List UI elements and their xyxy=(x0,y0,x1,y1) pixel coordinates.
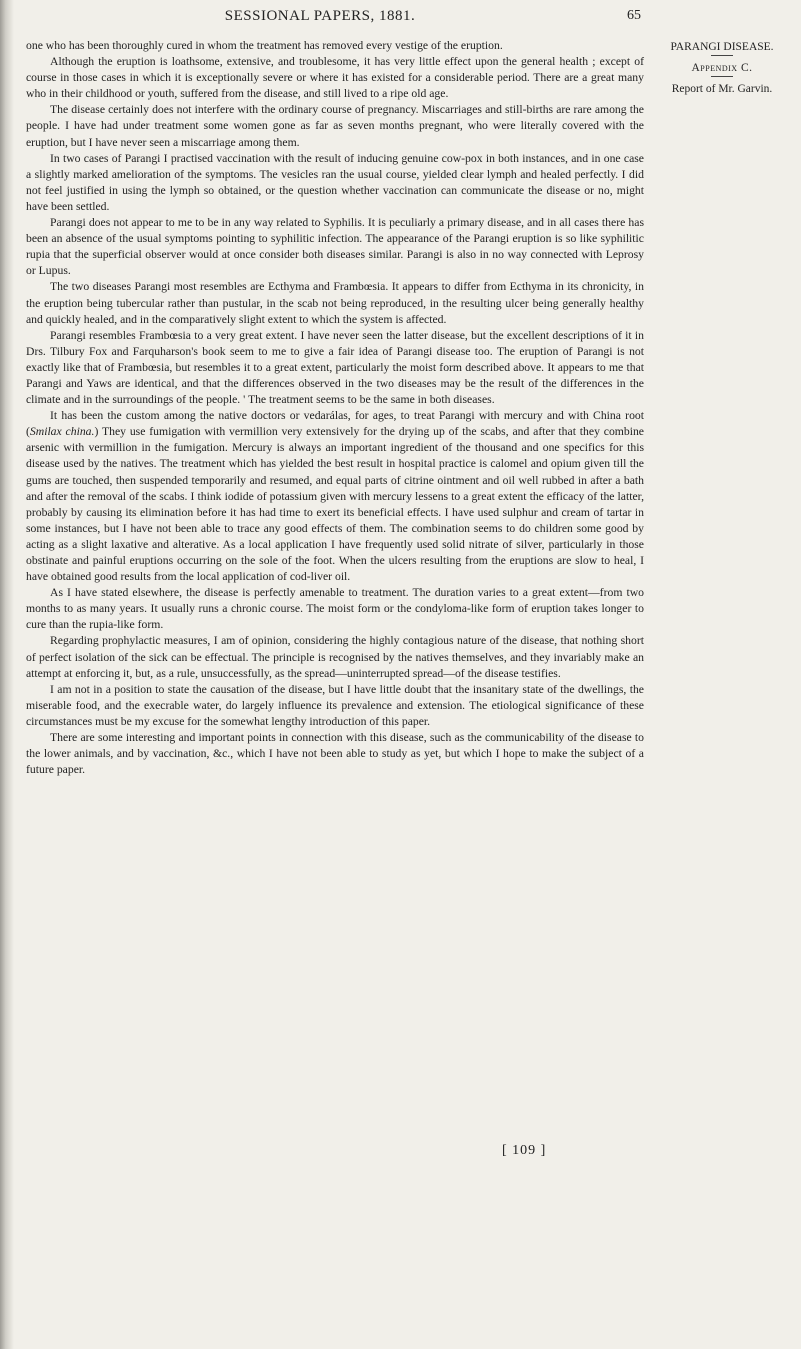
running-head: SESSIONAL PAPERS, 1881. xyxy=(224,8,416,24)
paragraph-italic: Smilax china. xyxy=(29,425,95,439)
paragraph: The disease certainly does not interfere with the ordinary course of pregnancy. Miscarriages and still-births are rare among the people. I have had under treatment some women gone as far as seven months pregnant, who were literally covered with the eruption, but I have never seen a miscarriage among them. xyxy=(26,103,644,149)
paragraph: There are some interesting and important points in connection with this disease, such as the communicability of the disease to the lower animals, and by vaccination, &c., which I have not been able to study as yet, but which I hope to make the subject of a future paper. xyxy=(26,731,644,777)
margin-appendix: Appendix C. xyxy=(691,62,753,74)
binding-shadow xyxy=(0,0,14,1349)
paragraph: I am not in a position to state the causation of the disease, but I have little doubt that the insanitary state of the dwellings, the miserable food, and the execrable water, do largely influence its prevalence and extension. The etiological significance of these circumstances must be my excuse for the somewhat lengthy introduction of this paper. xyxy=(26,682,644,728)
paragraph: Regarding prophylactic measures, I am of opinion, considering the highly contagious nature of the disease, that nothing short of perfect isolation of the sick can be effectual. The principle is recognised by the natives themselves, and they invariably make an attempt at enforcing it, but, as a rule, unsuccessfully, as the spread—uninterrupted spread—of the disease testifies. xyxy=(26,634,644,680)
paragraph: Although the eruption is loathsome, extensive, and troublesome, it has very little effect upon the general health ; except of course in those cases in which it is exceptionally severe or where it has existed for a considerable period. There are a great many who in their childhood or youth, suffered from the disease, and still lived to a ripe old age. xyxy=(26,55,644,101)
margin-notes xyxy=(648,40,796,96)
paragraph-text: ) They use fumigation with vermillion very extensively for the drying up of the scabs, and after that they combine arsenic with vermillion in the fumigation. Mercury is always an important ingredient of the thousand and one specifics for this disease used by the natives. The treatment which has yielded the best result in hospital practice is calomel and opium given till the gums are touched, then suspended temporarily and resumed, and equal parts of citrine ointment and oil well rubbed in after a bath and after the removal of the scabs. I think iodide of potassium given with mercury lessens to a great extent the efficacy of the latter, probably by causing its elimination before it has had time to exert its beneficial effects. I have used sulphur and cream of tartar in some instances, but I have not been able to trace any good effects of them. The combination seems to do children some good by acting as a slight laxative and alterative. As a local application I have frequently used solid nitrate of silver, particularly in those obstinate and painful eruptions occurring on the sole of the foot. When the ulcers resulting from the eruptions are slow to heal, I have obtained good results from the local application of cod-liver oil. xyxy=(26,425,644,584)
paragraph: one who has been thoroughly cured in whom the treatment has removed every vestige of the eruption. xyxy=(26,39,503,52)
paragraph-text: It has been the custom among the native doctors or vedarálas, for ages, to treat Parangi with mercury and with China root ( xyxy=(26,409,644,439)
page-number: 65 xyxy=(627,8,641,23)
margin-rule xyxy=(711,76,733,77)
margin-report: Report of Mr. Garvin. xyxy=(671,83,773,95)
paragraph: In two cases of Parangi I practised vaccination with the result of inducing genuine cow-pox in both instances, and in one case a slightly marked amelioration of the symptoms. The vesicles ran the usual course, yielded clear lymph and healed perfectly. I did not feel justified in using the lymph so obtained, or the question whether vaccination can communicate the disease or no, might have been settled. xyxy=(26,151,644,213)
margin-topic: PARANGI DISEASE. xyxy=(670,41,774,53)
margin-rule xyxy=(711,55,733,56)
body-text xyxy=(26,38,644,778)
paragraph: As I have stated elsewhere, the disease is perfectly amenable to treatment. The duration varies to a great extent—from two months to as many years. It usually runs a chronic course. The moist form or the condyloma-like form of eruption takes longer to cure than the rupia-like form. xyxy=(26,586,644,632)
paragraph: Parangi does not appear to me to be in any way related to Syphilis. It is peculiarly a primary disease, and in all cases there has been an absence of the usual symptoms pointing to syphilitic infection. The appearance of the Parangi eruption is so like syphilitic rupia that the superficial observer would at once consider both diseases similar. Parangi is also in no way connected with Leprosy or Lupus. xyxy=(26,216,644,278)
paragraph: Parangi resembles Frambœsia to a very great extent. I have never seen the latter disease, but the excellent descriptions of it in Drs. Tilbury Fox and Farquharson's book seem to me to give a fair idea of Parangi disease too. The eruption of Parangi is not exactly like that of Frambœsia, but resembles it to a great extent, particularly the moist form described above. It appears to me that Parangi and Yaws are identical, and that the differences observed in the two diseases may be the result of the differences in the climate and in the surroundings of the people. ' The treatment seems to be the same in both diseases. xyxy=(26,328,644,407)
folio: [ 109 ] xyxy=(502,1143,547,1158)
paragraph: The two diseases Parangi most resembles are Ecthyma and Frambœsia. It appears to differ from Ecthyma in its chronicity, in the eruption being tubercular rather than pustular, in the scab not being reproduced, in the resulting ulcer being generally healthy and quickly healed, and in the comparatively slight extent to which the system is affected. xyxy=(26,280,644,326)
paragraph xyxy=(26,408,644,585)
